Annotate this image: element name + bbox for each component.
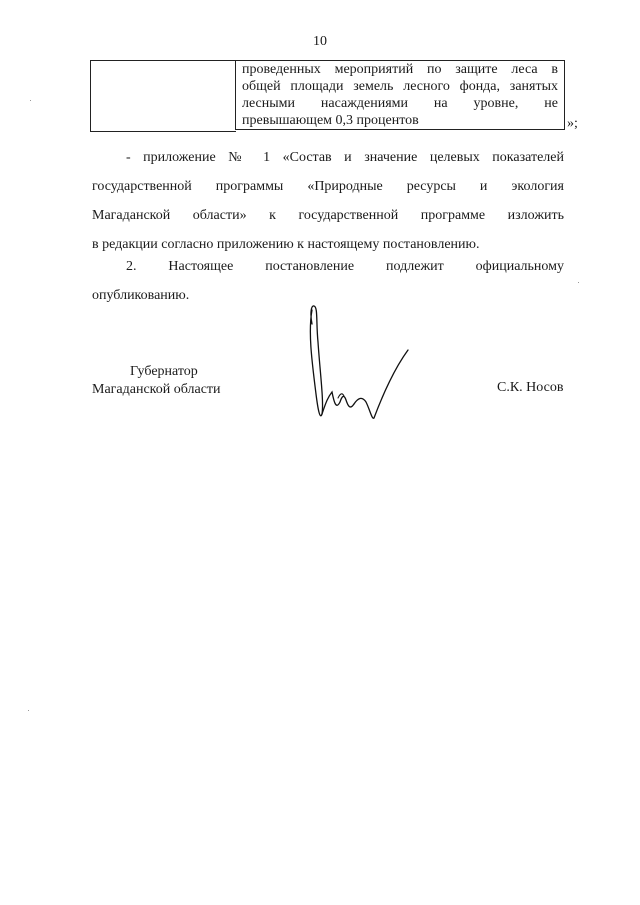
paragraph-appendix: [92, 143, 564, 259]
table-left-cell: [90, 60, 236, 132]
paragraph-line: Магаданской области» к государственной программе изложить: [92, 208, 564, 223]
table-cell-line: лесными насаждениями на уровне, не: [242, 96, 558, 111]
table-fragment: [90, 60, 566, 130]
table-cell-line: проведенных мероприятий по защите леса в: [242, 62, 558, 77]
paragraph-line: в редакции согласно приложению к настоящему постановлению.: [92, 237, 480, 252]
scan-speck: [578, 282, 579, 283]
handwritten-signature: [300, 302, 420, 427]
signer-title-line2: Магаданской области: [92, 382, 221, 397]
table-cell-line: общей площади земель лесного фонда, занятых: [242, 79, 558, 94]
table-right-cell: [235, 60, 565, 130]
signer-title-line1: Губернатор: [130, 364, 198, 379]
scan-speck: [28, 710, 29, 711]
closing-quote: »;: [567, 116, 578, 131]
paragraph-line: государственной программы «Природные ресурсы и экология: [92, 179, 564, 194]
paragraph-line: 2. Настоящее постановление подлежит официальному: [126, 259, 564, 274]
scan-speck: [30, 100, 31, 101]
page-number: 10: [313, 34, 327, 49]
signer-name: С.К. Носов: [497, 380, 564, 395]
paragraph-line: опубликованию.: [92, 288, 190, 303]
table-cell-line: превышающем 0,3 процентов: [242, 113, 419, 128]
paragraph-line: - приложение № 1 «Состав и значение целевых показателей: [126, 150, 564, 165]
